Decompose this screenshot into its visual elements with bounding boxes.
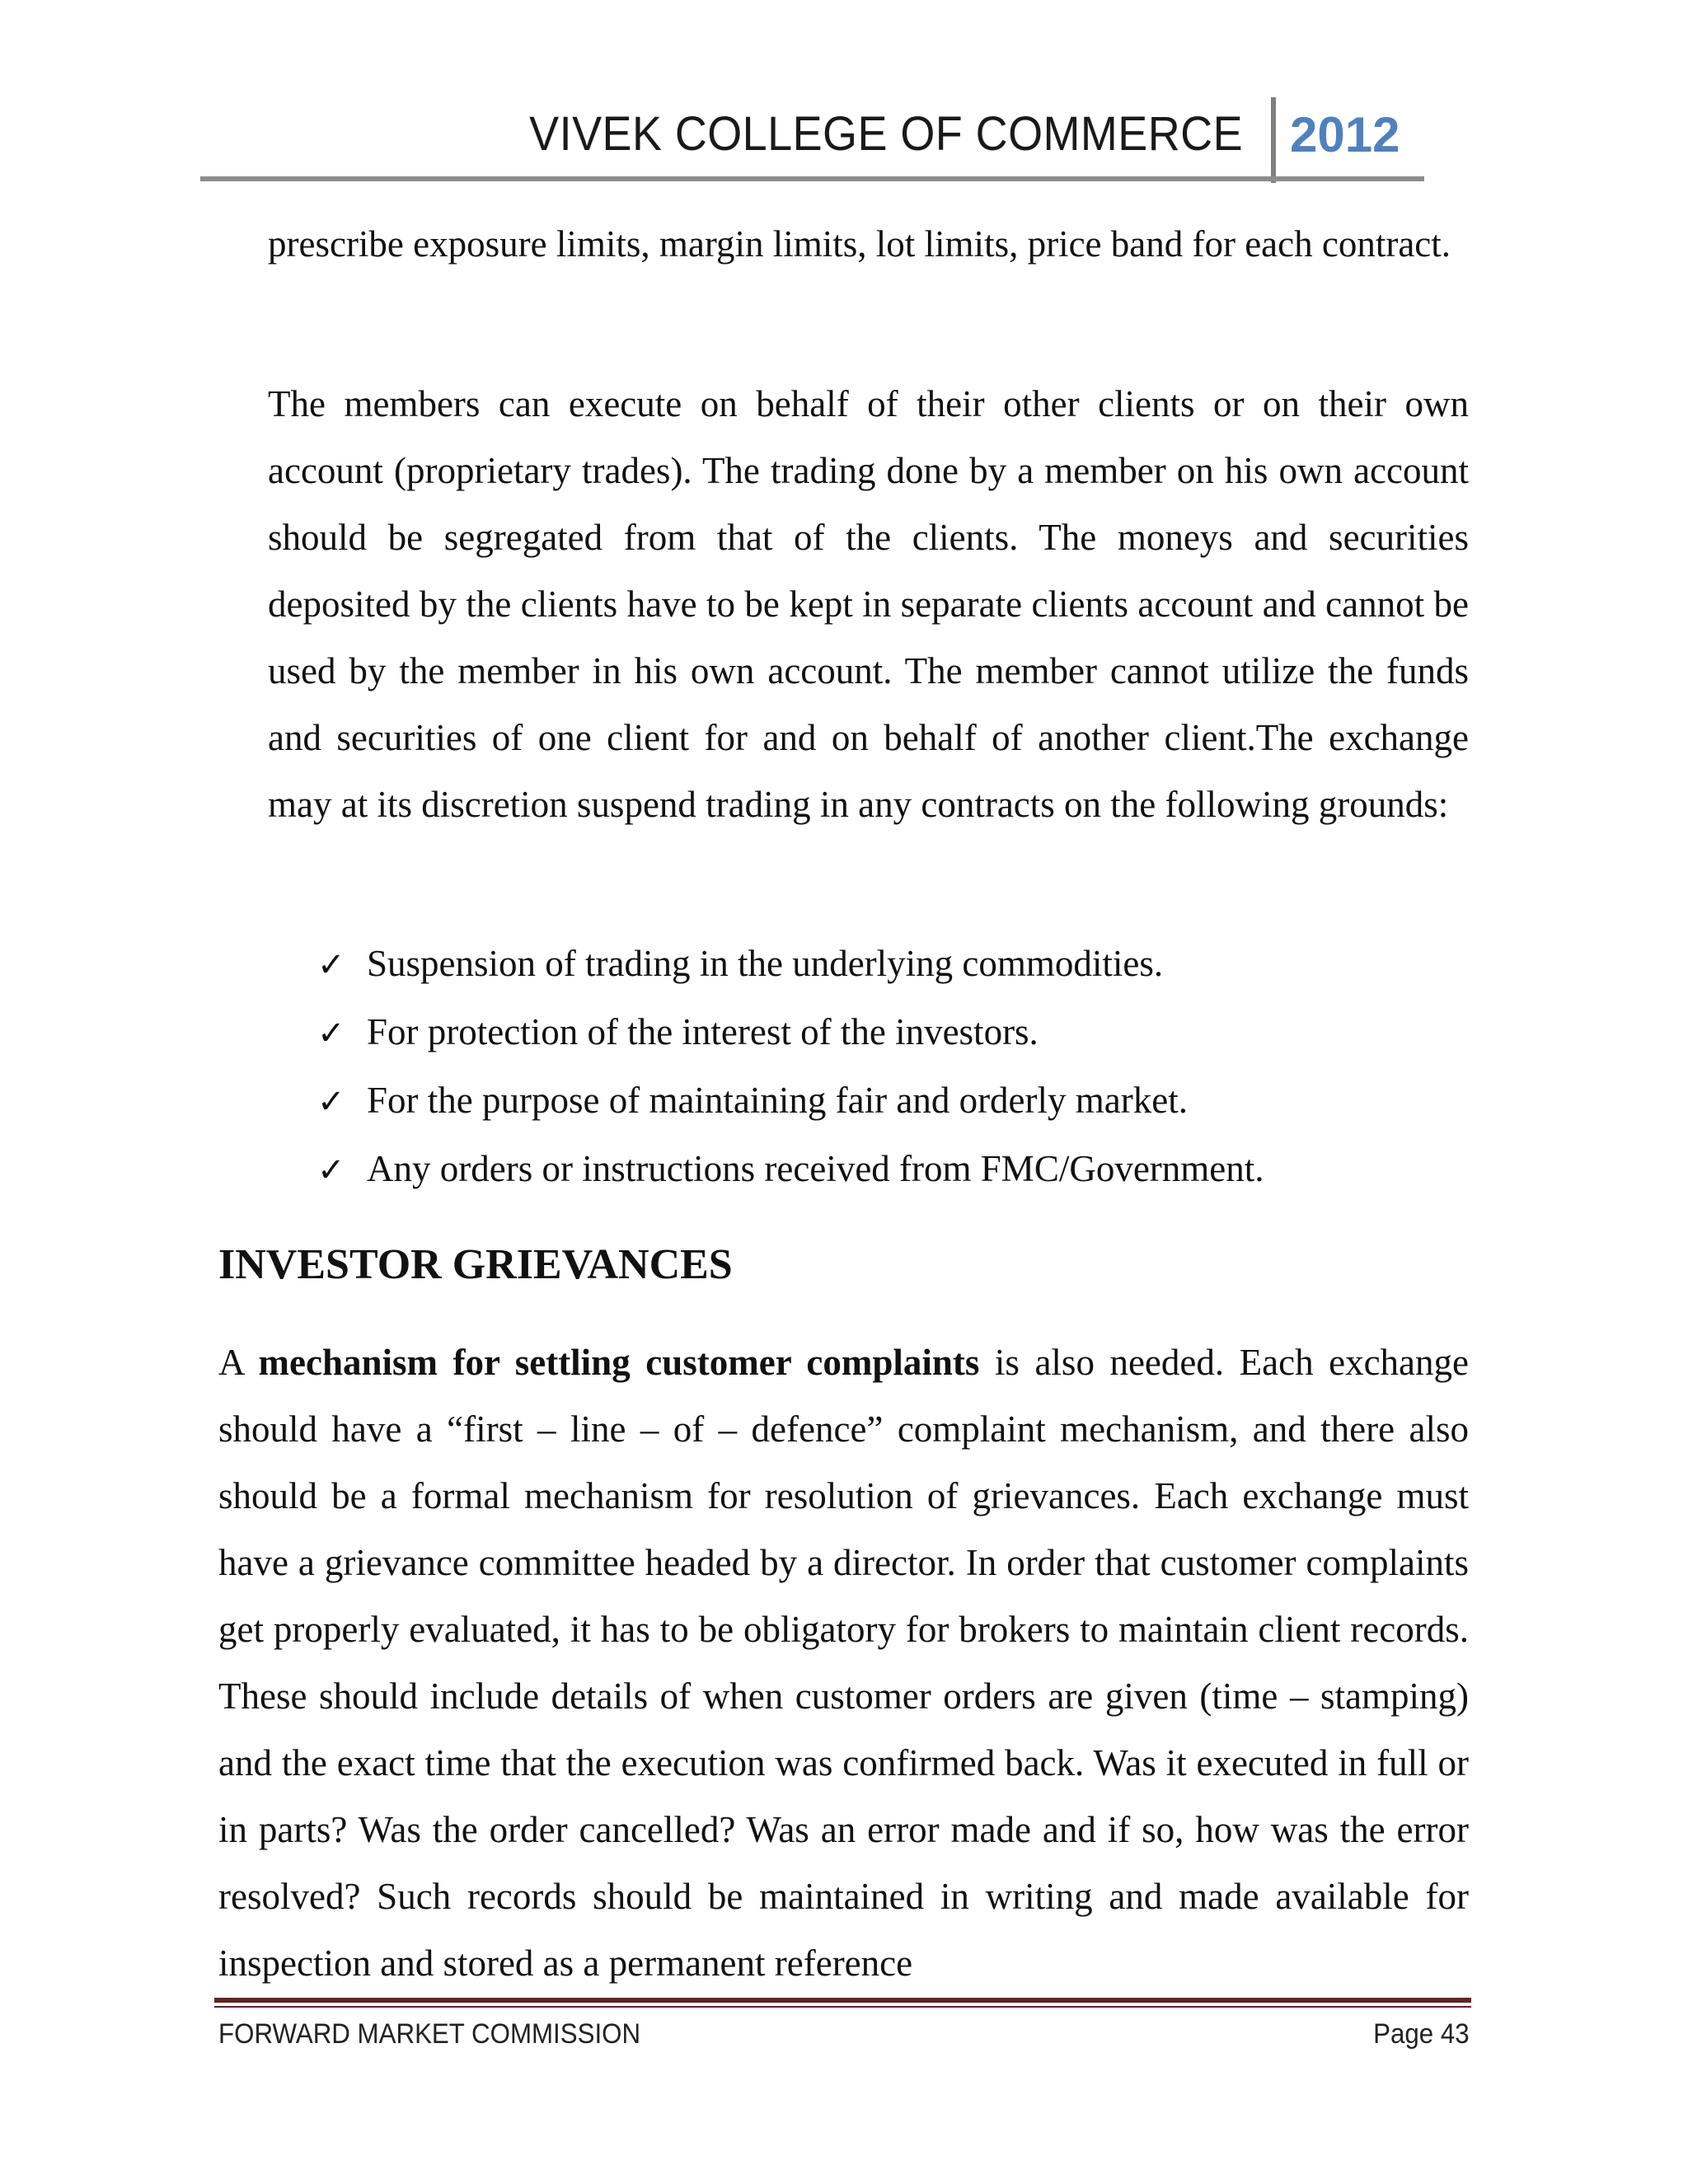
page-number: Page 43 xyxy=(1373,2018,1470,2050)
paragraph-exposure-limits: prescribe exposure limits, margin limits, lot limits, price band for each contract. xyxy=(268,223,1451,265)
lead-text: A xyxy=(218,1342,259,1383)
check-mark-icon: ✓ xyxy=(317,946,345,984)
list-item-text: For the purpose of maintaining fair and orderly market. xyxy=(367,1080,1188,1121)
suspension-grounds-list xyxy=(317,930,1471,1204)
list-item-text: For protection of the interest of the investors. xyxy=(367,1011,1039,1052)
header-title: VIVEK COLLEGE OF COMMERCE xyxy=(529,107,1243,161)
bold-phrase: mechanism for settling customer complaints xyxy=(258,1342,980,1383)
footer-commission: FORWARD MARKET COMMISSION xyxy=(218,2018,641,2050)
paragraph-text: is also needed. Each exchange should have a “first – line – of – defence” complaint mechanism, and there also should be a formal mechanism for resolution of grievances. Each exchange must have a grievance committee headed by a director. In order that customer complaints get properly evaluated, it has to be obligatory for brokers to maintain client records. These should include details of when customer orders are given (time – stamping) and the exact time that the execution was confirmed back. Was it executed in full or in parts? Was the order cancelled? Was an error made and if so, how was the error resolved? Such records should be maintained in writing and made available for inspection and stored as a permanent reference xyxy=(218,1342,1470,1984)
paragraph-members-trading: The members can execute on behalf of their other clients or on their own account (proprietary trades). The trading done by a member on his own account should be segregated from that of the clients. The moneys and securities deposited by the clients have to be kept in separate clients account and cannot be used by the member in his own account. The member cannot utilize the funds and securities of one client for and on behalf of another client.The exchange may at its discretion suspend trading in any contracts on the following grounds: xyxy=(268,383,1469,825)
check-mark-icon: ✓ xyxy=(317,1015,345,1052)
check-mark-icon: ✓ xyxy=(317,1151,345,1189)
header-rule xyxy=(200,176,1424,181)
list-item xyxy=(317,999,1471,1067)
section-heading: INVESTOR GRIEVANCES xyxy=(218,1241,733,1288)
list-item xyxy=(317,930,1471,999)
footer-rule-thick xyxy=(214,1998,1471,2003)
page-header xyxy=(200,92,1424,180)
header-separator xyxy=(1271,97,1276,183)
list-item xyxy=(317,1067,1471,1136)
list-item-text: Any orders or instructions received from FMC/Government. xyxy=(367,1148,1264,1189)
header-year: 2012 xyxy=(1290,107,1400,162)
footer-rule-thin xyxy=(214,2006,1471,2008)
list-item xyxy=(317,1136,1471,1204)
list-item-text: Suspension of trading in the underlying commodities. xyxy=(367,943,1164,984)
paragraph-investor-grievances xyxy=(218,1329,1469,1997)
check-mark-icon: ✓ xyxy=(317,1083,345,1121)
